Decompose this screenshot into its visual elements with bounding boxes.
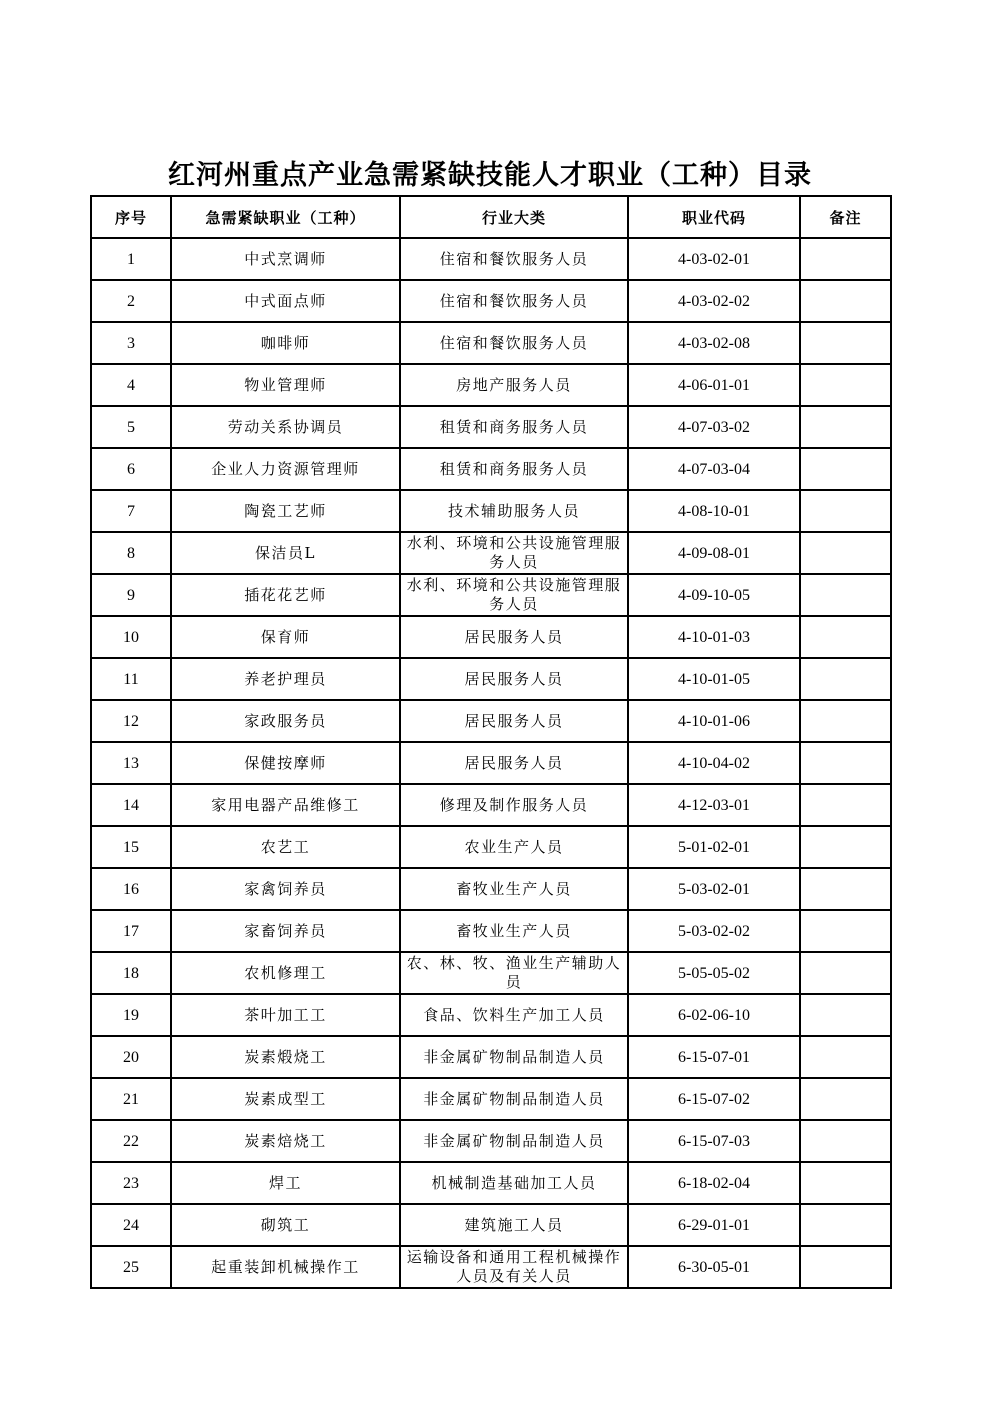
- cell-occupation: 农机修理工: [171, 952, 400, 994]
- cell-industry-category: 技术辅助服务人员: [400, 490, 628, 532]
- table-row: [91, 1036, 891, 1078]
- cell-occupation-code: 4-08-10-01: [628, 490, 800, 532]
- table-body: [91, 238, 891, 1288]
- occupation-catalog-table: [90, 195, 892, 1289]
- cell-serial-number: 25: [91, 1246, 171, 1288]
- table-row: [91, 238, 891, 280]
- cell-industry-category: 房地产服务人员: [400, 364, 628, 406]
- cell-occupation-code: 4-10-01-06: [628, 700, 800, 742]
- cell-occupation-code: 6-30-05-01: [628, 1246, 800, 1288]
- cell-serial-number: 13: [91, 742, 171, 784]
- cell-occupation-code: 6-15-07-03: [628, 1120, 800, 1162]
- cell-occupation-code: 4-09-08-01: [628, 532, 800, 574]
- cell-industry-category: 水利、环境和公共设施管理服务人员: [400, 532, 628, 574]
- cell-occupation-code: 5-01-02-01: [628, 826, 800, 868]
- cell-remark: [800, 280, 891, 322]
- cell-occupation: 起重装卸机械操作工: [171, 1246, 400, 1288]
- table-row: [91, 826, 891, 868]
- cell-remark: [800, 448, 891, 490]
- cell-occupation-code: 5-03-02-02: [628, 910, 800, 952]
- cell-industry-category: 居民服务人员: [400, 658, 628, 700]
- cell-occupation: 养老护理员: [171, 658, 400, 700]
- cell-occupation: 中式烹调师: [171, 238, 400, 280]
- cell-serial-number: 23: [91, 1162, 171, 1204]
- cell-remark: [800, 910, 891, 952]
- table-row: [91, 742, 891, 784]
- cell-industry-category: 租赁和商务服务人员: [400, 448, 628, 490]
- cell-serial-number: 2: [91, 280, 171, 322]
- cell-industry-category: 居民服务人员: [400, 742, 628, 784]
- cell-serial-number: 22: [91, 1120, 171, 1162]
- cell-occupation: 保健按摩师: [171, 742, 400, 784]
- table-row: [91, 952, 891, 994]
- cell-serial-number: 4: [91, 364, 171, 406]
- cell-industry-category: 农、林、牧、渔业生产辅助人员: [400, 952, 628, 994]
- cell-industry-category: 水利、环境和公共设施管理服务人员: [400, 574, 628, 616]
- cell-occupation-code: 4-12-03-01: [628, 784, 800, 826]
- cell-serial-number: 21: [91, 1078, 171, 1120]
- header-industry-category: 行业大类: [400, 196, 628, 238]
- cell-remark: [800, 826, 891, 868]
- cell-industry-category: 租赁和商务服务人员: [400, 406, 628, 448]
- cell-industry-category: 农业生产人员: [400, 826, 628, 868]
- cell-occupation: 砌筑工: [171, 1204, 400, 1246]
- cell-occupation-code: 4-10-04-02: [628, 742, 800, 784]
- table-row: [91, 910, 891, 952]
- table-row: [91, 322, 891, 364]
- cell-serial-number: 20: [91, 1036, 171, 1078]
- cell-occupation: 炭素煅烧工: [171, 1036, 400, 1078]
- table-row: [91, 1120, 891, 1162]
- cell-occupation: 家政服务员: [171, 700, 400, 742]
- table-row: [91, 616, 891, 658]
- cell-remark: [800, 1162, 891, 1204]
- cell-serial-number: 6: [91, 448, 171, 490]
- cell-industry-category: 畜牧业生产人员: [400, 868, 628, 910]
- cell-occupation: 炭素成型工: [171, 1078, 400, 1120]
- table-row: [91, 1162, 891, 1204]
- table-row: [91, 532, 891, 574]
- cell-serial-number: 12: [91, 700, 171, 742]
- cell-occupation-code: 4-10-01-03: [628, 616, 800, 658]
- table-row: [91, 280, 891, 322]
- cell-remark: [800, 1036, 891, 1078]
- cell-industry-category: 住宿和餐饮服务人员: [400, 280, 628, 322]
- cell-serial-number: 19: [91, 994, 171, 1036]
- table-row: [91, 994, 891, 1036]
- cell-industry-category: 机械制造基础加工人员: [400, 1162, 628, 1204]
- cell-occupation: 茶叶加工工: [171, 994, 400, 1036]
- cell-remark: [800, 1120, 891, 1162]
- cell-serial-number: 9: [91, 574, 171, 616]
- cell-occupation-code: 5-05-05-02: [628, 952, 800, 994]
- table-row: [91, 784, 891, 826]
- cell-serial-number: 11: [91, 658, 171, 700]
- cell-occupation-code: 4-07-03-02: [628, 406, 800, 448]
- cell-serial-number: 16: [91, 868, 171, 910]
- cell-serial-number: 8: [91, 532, 171, 574]
- cell-industry-category: 住宿和餐饮服务人员: [400, 322, 628, 364]
- cell-industry-category: 畜牧业生产人员: [400, 910, 628, 952]
- cell-serial-number: 15: [91, 826, 171, 868]
- cell-industry-category: 修理及制作服务人员: [400, 784, 628, 826]
- cell-occupation-code: 4-03-02-01: [628, 238, 800, 280]
- cell-remark: [800, 490, 891, 532]
- cell-occupation: 家禽饲养员: [171, 868, 400, 910]
- cell-occupation: 插花花艺师: [171, 574, 400, 616]
- cell-occupation: 家用电器产品维修工: [171, 784, 400, 826]
- cell-occupation: 保育师: [171, 616, 400, 658]
- table-row: [91, 1246, 891, 1288]
- cell-occupation-code: 6-15-07-02: [628, 1078, 800, 1120]
- cell-occupation-code: 4-06-01-01: [628, 364, 800, 406]
- cell-remark: [800, 532, 891, 574]
- cell-occupation: 劳动关系协调员: [171, 406, 400, 448]
- table-row: [91, 490, 891, 532]
- cell-occupation: 咖啡师: [171, 322, 400, 364]
- cell-serial-number: 24: [91, 1204, 171, 1246]
- cell-industry-category: 食品、饮料生产加工人员: [400, 994, 628, 1036]
- cell-remark: [800, 616, 891, 658]
- cell-occupation: 保洁员L: [171, 532, 400, 574]
- header-serial-number: 序号: [91, 196, 171, 238]
- cell-industry-category: 居民服务人员: [400, 700, 628, 742]
- cell-occupation-code: 4-03-02-08: [628, 322, 800, 364]
- cell-industry-category: 非金属矿物制品制造人员: [400, 1078, 628, 1120]
- cell-occupation: 农艺工: [171, 826, 400, 868]
- cell-occupation: 焊工: [171, 1162, 400, 1204]
- cell-remark: [800, 1078, 891, 1120]
- cell-industry-category: 建筑施工人员: [400, 1204, 628, 1246]
- cell-occupation-code: 4-07-03-04: [628, 448, 800, 490]
- cell-serial-number: 10: [91, 616, 171, 658]
- cell-remark: [800, 1204, 891, 1246]
- cell-serial-number: 5: [91, 406, 171, 448]
- cell-remark: [800, 700, 891, 742]
- cell-occupation-code: 4-09-10-05: [628, 574, 800, 616]
- cell-occupation: 中式面点师: [171, 280, 400, 322]
- table-row: [91, 448, 891, 490]
- table-row: [91, 700, 891, 742]
- header-remark: 备注: [800, 196, 891, 238]
- cell-remark: [800, 658, 891, 700]
- cell-occupation-code: 6-15-07-01: [628, 1036, 800, 1078]
- cell-industry-category: 非金属矿物制品制造人员: [400, 1120, 628, 1162]
- document-title: 红河州重点产业急需紧缺技能人才职业（工种）目录: [168, 160, 812, 191]
- table-row: [91, 574, 891, 616]
- cell-industry-category: 非金属矿物制品制造人员: [400, 1036, 628, 1078]
- cell-industry-category: 运输设备和通用工程机械操作人员及有关人员: [400, 1246, 628, 1288]
- cell-occupation-code: 6-18-02-04: [628, 1162, 800, 1204]
- cell-remark: [800, 322, 891, 364]
- cell-occupation: 家畜饲养员: [171, 910, 400, 952]
- cell-industry-category: 住宿和餐饮服务人员: [400, 238, 628, 280]
- cell-remark: [800, 1246, 891, 1288]
- cell-occupation-code: 6-29-01-01: [628, 1204, 800, 1246]
- table-row: [91, 658, 891, 700]
- cell-remark: [800, 742, 891, 784]
- cell-occupation-code: 5-03-02-01: [628, 868, 800, 910]
- cell-remark: [800, 784, 891, 826]
- cell-occupation: 炭素焙烧工: [171, 1120, 400, 1162]
- table-row: [91, 1204, 891, 1246]
- cell-remark: [800, 952, 891, 994]
- cell-remark: [800, 574, 891, 616]
- cell-occupation-code: 6-02-06-10: [628, 994, 800, 1036]
- header-occupation-code: 职业代码: [628, 196, 800, 238]
- cell-occupation-code: 4-10-01-05: [628, 658, 800, 700]
- cell-remark: [800, 238, 891, 280]
- cell-serial-number: 1: [91, 238, 171, 280]
- cell-remark: [800, 406, 891, 448]
- cell-serial-number: 18: [91, 952, 171, 994]
- cell-serial-number: 3: [91, 322, 171, 364]
- table-header-row: [91, 196, 891, 238]
- cell-occupation: 企业人力资源管理师: [171, 448, 400, 490]
- cell-serial-number: 7: [91, 490, 171, 532]
- cell-occupation-code: 4-03-02-02: [628, 280, 800, 322]
- cell-industry-category: 居民服务人员: [400, 616, 628, 658]
- table-row: [91, 406, 891, 448]
- cell-serial-number: 14: [91, 784, 171, 826]
- cell-remark: [800, 994, 891, 1036]
- cell-remark: [800, 364, 891, 406]
- cell-occupation: 物业管理师: [171, 364, 400, 406]
- table-row: [91, 868, 891, 910]
- cell-occupation: 陶瓷工艺师: [171, 490, 400, 532]
- header-occupation: 急需紧缺职业（工种）: [171, 196, 400, 238]
- table-row: [91, 1078, 891, 1120]
- table-row: [91, 364, 891, 406]
- cell-remark: [800, 868, 891, 910]
- cell-serial-number: 17: [91, 910, 171, 952]
